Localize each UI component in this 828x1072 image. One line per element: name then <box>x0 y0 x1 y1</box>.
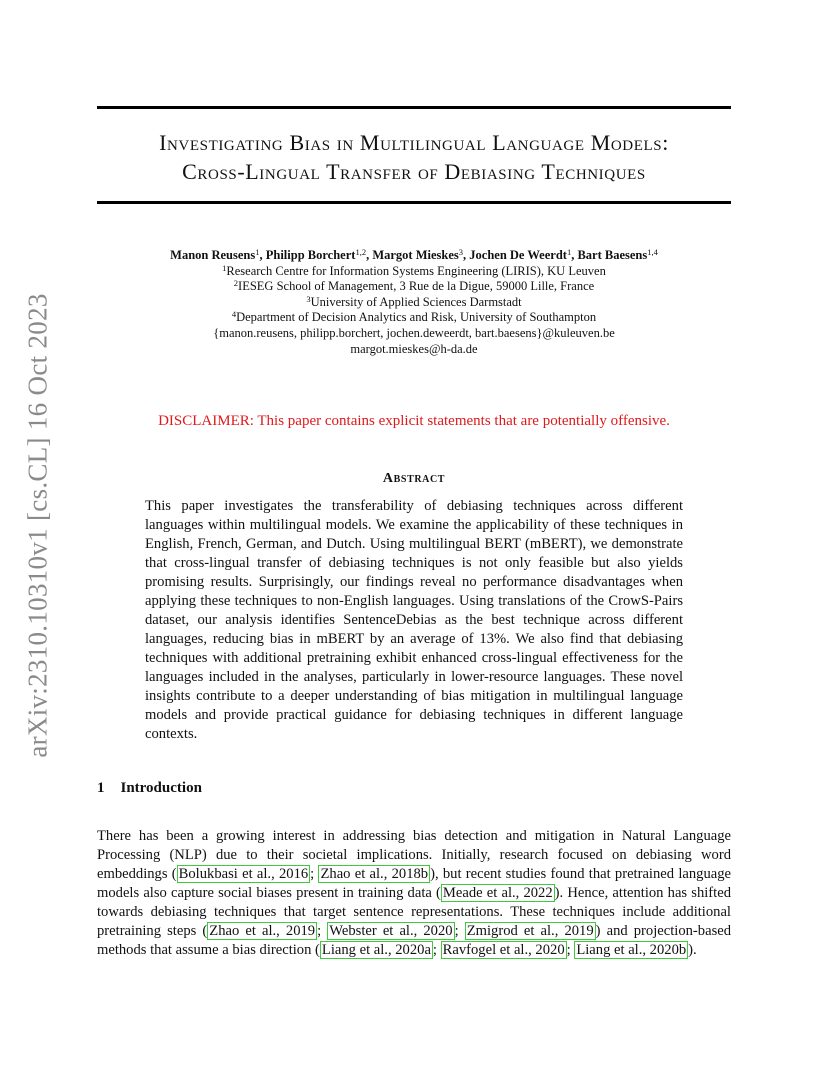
affiliation-mark: 2 <box>233 278 239 289</box>
title-bottom-rule <box>97 201 731 204</box>
affiliation-text: Department of Decision Analytics and Risk, University of Southampton <box>236 310 597 325</box>
abstract-text: This paper investigates the transferability of debiasing techniques across different languages within multilingual models. We examine the applicability of these techniques in English, French, German, and Dutch. Using multilingual BERT (mBERT), we demonstrate that cross-lingual transfer of debiasing techniques is not only feasible but also yields promising results. Surprisingly, our findings reveal no performance disadvantages when applying these techniques to non-English languages. Using translations of the CrowS-Pairs dataset, our analysis identifies SentenceDebias as the best technique across different languages, reducing bias in mBERT by an average of 13%. We also find that debiasing techniques with additional pretraining exhibit enhanced cross-lingual effectiveness for the languages included in the analyses, particularly in lower-resource languages. These novel insights contribute to a deeper understanding of bias mitigation in multilingual language models and provide practical guidance for debiasing techniques in different language contexts. <box>145 498 683 742</box>
citation-link[interactable]: Zmigrod et al., 2019 <box>466 923 594 939</box>
paper-title-line-2: Cross-Lingual Transfer of Debiasing Techniques <box>182 159 646 184</box>
author-list: Manon Reusens$^1$, Philipp Borchert$^{1,2}$, Margot Mieskes$^3$, Jochen De Weerdt$^1$, Bart Baesens$^{1,4}$ <box>170 247 658 262</box>
title-top-rule <box>97 106 731 109</box>
author-block <box>97 248 731 357</box>
citation-link[interactable]: Liang et al., 2020a <box>321 942 431 958</box>
author-name: Philipp Borchert <box>265 248 356 262</box>
paper-title-line-1: Investigating Bias in Multilingual Language Models: <box>159 130 669 155</box>
citation-link[interactable]: Ravfogel et al., 2020 <box>442 942 565 958</box>
citation-link[interactable]: Zhao et al., 2019 <box>209 923 316 939</box>
author-name: Margot Mieskes <box>372 248 459 262</box>
paper-title <box>97 128 731 186</box>
content-disclaimer: DISCLAIMER: This paper contains explicit statements that are potentially offensive. <box>158 413 670 429</box>
intro-text: ; <box>317 923 328 939</box>
affiliation <box>97 264 731 280</box>
affiliation <box>97 310 731 326</box>
section-heading <box>97 780 202 797</box>
author-name: Manon Reusens <box>170 248 256 262</box>
affiliation <box>97 295 731 311</box>
section-number: 1 <box>97 780 105 796</box>
author-name: Bart Baesens <box>577 248 648 262</box>
arxiv-stamp-text: arXiv:2310.10310v1 [cs.CL] 16 Oct 2023 <box>22 292 53 758</box>
affiliation-mark: 1 <box>222 262 227 273</box>
affiliation <box>97 279 731 295</box>
author-emails: {manon.reusens, philipp.borchert, jochen.deweerdt, bart.baesens}@kuleuven.be <box>213 325 615 340</box>
intro-text: ). Hence, attention has shifted towards debiasing techniques that target sentence representations. These techniques include additional pretraining steps ( <box>97 885 731 939</box>
citation-link[interactable]: Meade et al., 2022 <box>442 885 553 901</box>
intro-text: ). <box>688 942 697 958</box>
author-email: margot.mieskes@h-da.de <box>350 341 478 356</box>
intro-text: ; <box>432 942 441 958</box>
citation-link[interactable]: Bolukbasi et al., 2016 <box>178 866 309 882</box>
intro-text: ; <box>310 866 319 882</box>
affiliation-text: Research Centre for Information Systems Engineering (LIRIS), KU Leuven <box>226 263 606 278</box>
author-name: Jochen De Weerdt <box>469 248 567 262</box>
affiliation-text: University of Applied Sciences Darmstadt <box>310 294 522 309</box>
author-affiliation-mark: 1 <box>566 247 572 257</box>
citation-link[interactable]: Zhao et al., 2018b <box>320 866 429 882</box>
intro-text: ), but recent studies found that pretrained language models also capture social biases present in training data ( <box>97 866 731 901</box>
section-title: Introduction <box>120 780 202 796</box>
author-affiliation-mark: 1 <box>255 247 260 257</box>
arxiv-stamp <box>18 290 58 760</box>
citation-link[interactable]: Webster et al., 2020 <box>329 923 453 939</box>
citation-link[interactable]: Liang et al., 2020b <box>576 942 687 958</box>
affiliation-mark: 3 <box>306 293 311 304</box>
intro-text: ; <box>454 923 465 939</box>
author-affiliation-mark: 1,4 <box>647 247 658 257</box>
author-affiliation-mark: 3 <box>458 247 464 257</box>
author-affiliation-mark: 1,2 <box>355 247 367 257</box>
introduction-paragraph <box>97 827 731 960</box>
affiliation-mark: 4 <box>231 309 237 320</box>
affiliation-text: IESEG School of Management, 3 Rue de la Digue, 59000 Lille, France <box>238 279 595 294</box>
abstract-heading: Abstract <box>382 471 446 486</box>
intro-text: ) and projection-based methods that assume a bias direction ( <box>97 923 732 958</box>
intro-text: ; <box>566 942 575 958</box>
intro-text: There has been a growing interest in addressing bias detection and mitigation in Natural Language Processing (NLP) due to their societal implications. Initially, research focused on debiasing word embeddings ( <box>97 828 731 882</box>
